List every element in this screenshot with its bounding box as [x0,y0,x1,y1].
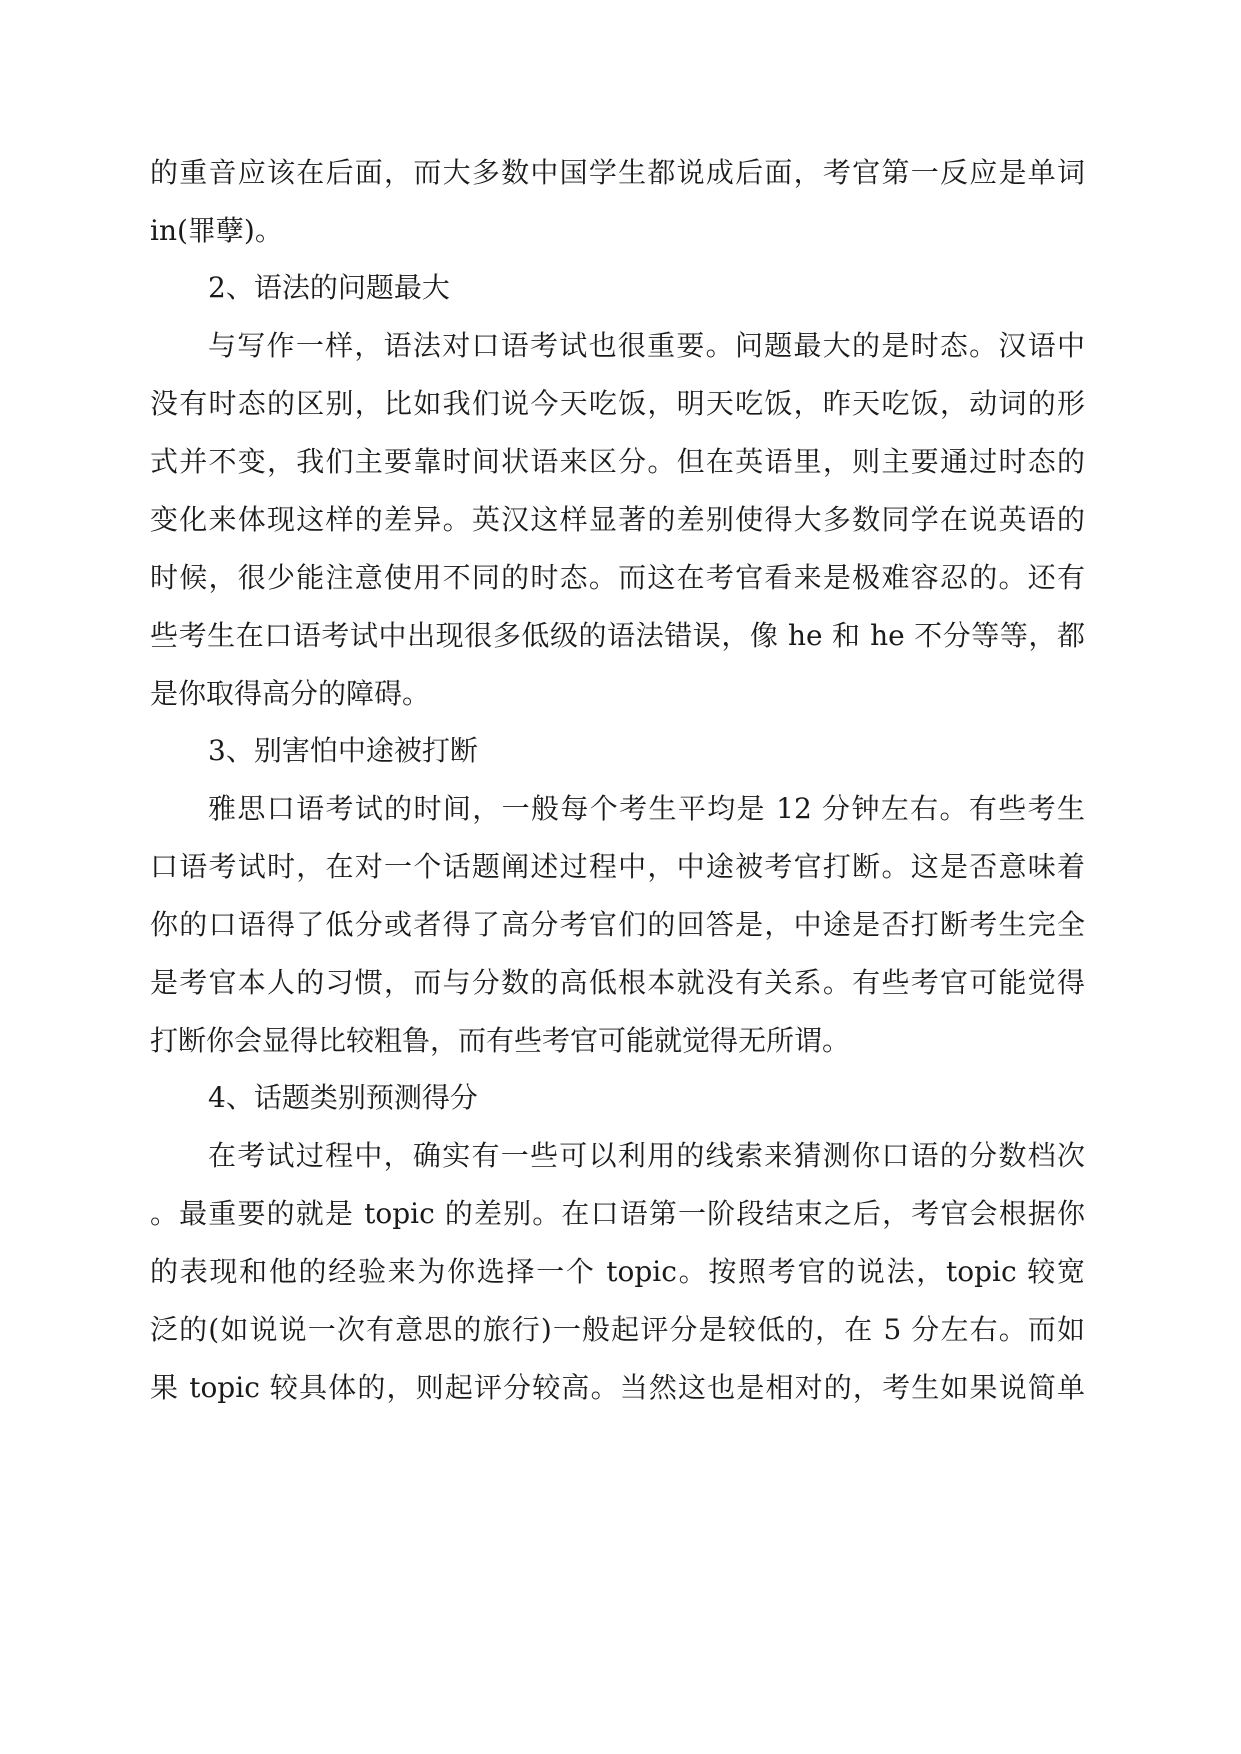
section-heading-2: 2、语法的问题最大 [208,271,450,304]
paragraph-4-line-1: 在考试过程中，确实有一些可以利用的线索来猜测你口语的分数档次 [208,1139,1085,1172]
paragraph-2-line-3: 式并不变，我们主要靠时间状语来区分。但在英语里，则主要通过时态的 [150,445,1085,478]
paragraph-2-line-4: 变化来体现这样的差异。英汉这样显著的差别使得大多数同学在说英语的 [150,503,1085,536]
paragraph-4-line-4: 泛的(如说说一次有意思的旅行)一般起评分是较低的，在 5 分左右。而如 [150,1313,1085,1346]
paragraph-2-line-6: 些考生在口语考试中出现很多低级的语法错误，像 he 和 he 不分等等，都 [150,619,1085,652]
section-heading-3: 3、别害怕中途被打断 [208,734,478,767]
paragraph-2-line-2: 没有时态的区别，比如我们说今天吃饭，明天吃饭，昨天吃饭，动词的形 [150,387,1085,420]
paragraph-3-line-2: 口语考试时，在对一个话题阐述过程中，中途被考官打断。这是否意味着 [150,850,1085,883]
paragraph-4-line-3: 的表现和他的经验来为你选择一个 topic。按照考官的说法，topic 较宽 [150,1255,1085,1288]
paragraph-4-line-5: 果 topic 较具体的，则起评分较高。当然这也是相对的，考生如果说简单 [150,1371,1085,1404]
section-heading-4: 4、话题类别预测得分 [208,1081,478,1114]
paragraph-3-line-4: 是考官本人的习惯，而与分数的高低根本就没有关系。有些考官可能觉得 [150,966,1085,999]
paragraph-2-line-1: 与写作一样，语法对口语考试也很重要。问题最大的是时态。汉语中 [208,329,1085,362]
paragraph-2-line-5: 时候，很少能注意使用不同的时态。而这在考官看来是极难容忍的。还有 [150,561,1085,594]
paragraph-3-line-3: 你的口语得了低分或者得了高分考官们的回答是，中途是否打断考生完全 [150,908,1085,941]
paragraph-1-line-2: in(罪孽)。 [150,214,283,247]
paragraph-3-line-1: 雅思口语考试的时间，一般每个考生平均是 12 分钟左右。有些考生 [208,792,1085,825]
paragraph-1-line-1: 的重音应该在后面，而大多数中国学生都说成后面，考官第一反应是单词 [150,156,1085,189]
paragraph-3-line-5: 打断你会显得比较粗鲁，而有些考官可能就觉得无所谓。 [150,1024,851,1057]
paragraph-4-line-2: 。最重要的就是 topic 的差别。在口语第一阶段结束之后，考官会根据你 [150,1197,1085,1230]
paragraph-2-line-7: 是你取得高分的障碍。 [150,677,431,710]
